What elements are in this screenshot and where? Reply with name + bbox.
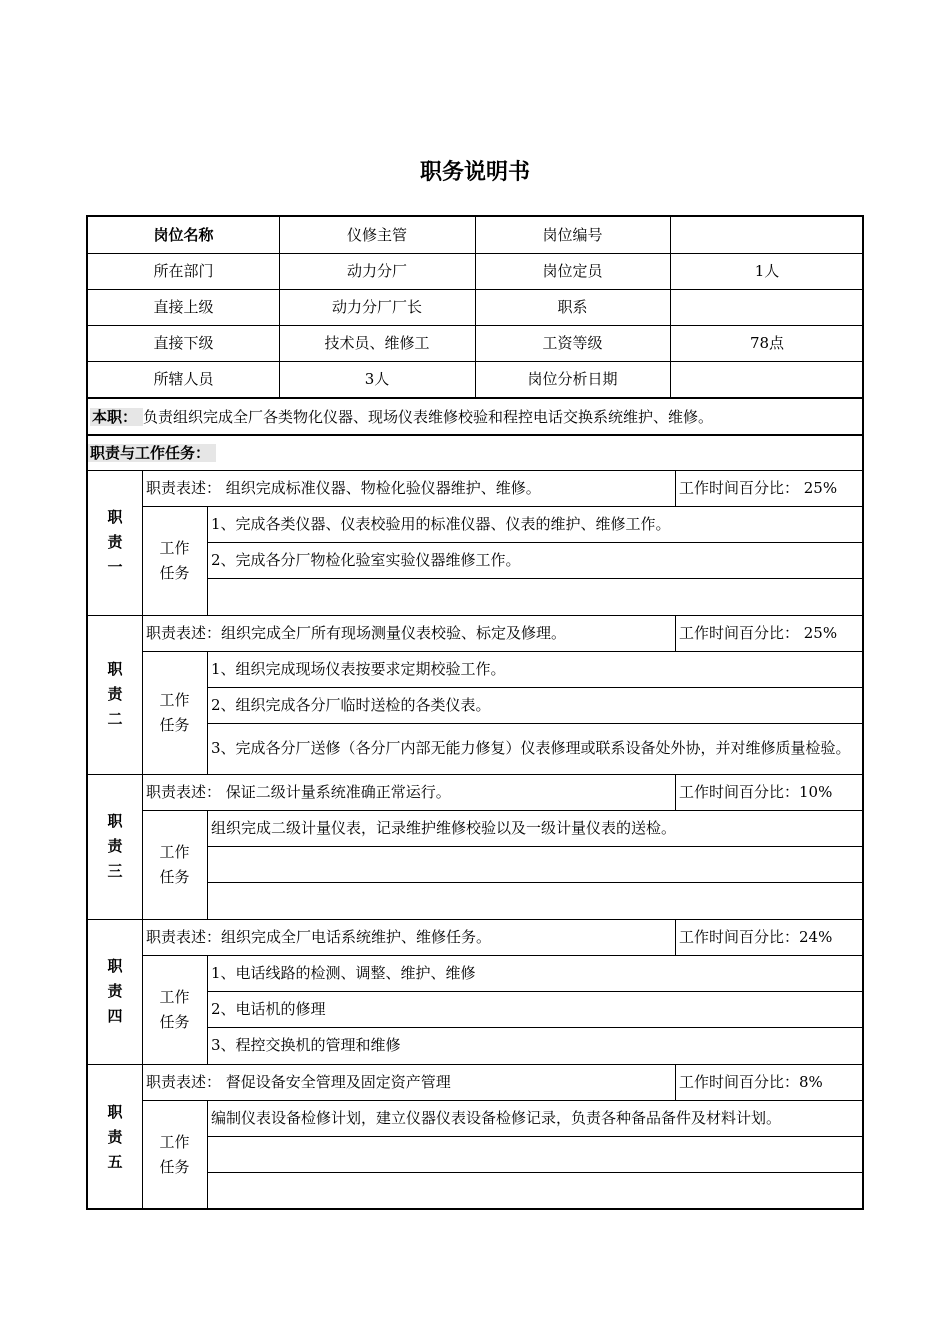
duty-4-label — [88, 919, 142, 1064]
label-analysis-date: 岗位分析日期 — [527, 370, 618, 388]
duty-3-description: 职责表述： 保证二级计量系统准确正常运行。 — [146, 783, 451, 801]
duty-5-tasks-label — [142, 1100, 207, 1210]
duty-2-time-percent: 工作时间百分比： 25% — [679, 624, 838, 642]
task-label-line: 工作 — [159, 538, 190, 557]
duty-2-task-3: 3、完成各分厂送修（各分厂内部无能力修复）仪表修理或联系设备处外协，并对维修质量检验。 — [211, 739, 851, 757]
task-label-line: 工作 — [159, 1133, 190, 1151]
duty-label-char: 责 — [107, 837, 123, 855]
value-position-code — [670, 217, 864, 253]
label-headcount: 岗位定员 — [542, 262, 603, 280]
duty-2-description: 职责表述：组织完成全厂所有现场测量仪表校验、标定及修理。 — [146, 624, 567, 642]
duty-3-task-1: 组织完成二级计量仪表，记录维护维修校验以及一级计量仪表的送检。 — [211, 819, 677, 837]
task-label-line: 工作 — [159, 987, 190, 1006]
duty-5-description: 职责表述： 督促设备安全管理及固定资产管理 — [146, 1073, 451, 1091]
duty-1-task-1: 1、完成各类仪器、仪表校验用的标准仪器、仪表的维护、维修工作。 — [211, 515, 671, 533]
label-direct-superior: 直接上级 — [153, 298, 214, 316]
value-analysis-date — [670, 361, 864, 397]
value-headcount: 1人 — [754, 262, 780, 280]
duty-1-time-percent: 工作时间百分比： 25% — [679, 479, 838, 497]
label-department: 所在部门 — [153, 262, 214, 280]
label-direct-subordinates: 直接下级 — [153, 334, 214, 352]
job-summary-row — [88, 399, 864, 435]
value-direct-subordinates: 技术员、维修工 — [324, 334, 430, 352]
value-job-family — [670, 289, 864, 325]
label-staff-managed: 所辖人员 — [153, 370, 214, 388]
label-job-family: 职系 — [557, 298, 588, 316]
duty-3-label — [88, 774, 142, 919]
duty-5-time-percent: 工作时间百分比：8% — [679, 1073, 823, 1091]
duty-label-char: 职 — [107, 1102, 123, 1121]
task-label-line: 任务 — [159, 1158, 190, 1176]
duty-label-char: 职 — [107, 957, 123, 975]
duty-label-char: 责 — [107, 1127, 123, 1146]
page-title: 职务说明书 — [419, 160, 530, 185]
duty-4-description: 职责表述：组织完成全厂电话系统维护、维修任务。 — [146, 928, 492, 946]
duty-1-description: 职责表述： 组织完成标准仪器、物检化验仪器维护、维修。 — [146, 479, 541, 497]
duty-1-task-3 — [207, 578, 864, 614]
task-label-line: 任务 — [159, 715, 190, 734]
job-summary-label: 本职： — [90, 408, 143, 426]
duty-4-tasks-label — [142, 955, 207, 1064]
task-label-line: 工作 — [159, 842, 190, 861]
duty-label-char: 一 — [107, 558, 123, 576]
value-salary-grade: 78点 — [749, 334, 785, 352]
label-position-code: 岗位编号 — [542, 226, 603, 244]
duty-label-char: 三 — [107, 862, 123, 880]
label-salary-grade: 工资等级 — [542, 334, 603, 352]
value-staff-managed: 3人 — [364, 370, 390, 388]
duty-label-char: 五 — [107, 1152, 123, 1171]
duty-label-char: 四 — [107, 1007, 123, 1025]
label-position-name: 岗位名称 — [153, 226, 214, 244]
duty-5-task-3 — [207, 1172, 864, 1209]
duty-2-label — [88, 615, 142, 774]
duty-label-char: 职 — [107, 812, 123, 830]
value-department: 动力分厂 — [346, 262, 407, 280]
duty-3-time-percent: 工作时间百分比：10% — [679, 783, 833, 801]
duty-5-label — [88, 1064, 142, 1210]
duty-4-task-1: 1、电话线路的检测、调整、维护、维修 — [211, 964, 476, 982]
value-direct-superior: 动力分厂厂长 — [331, 298, 422, 316]
duty-label-char: 职 — [107, 508, 123, 526]
duty-5-task-2 — [207, 1136, 864, 1172]
duty-5-task-1: 编制仪表设备检修计划，建立仪器仪表设备检修记录，负责各种备品备件及材料计划。 — [211, 1109, 782, 1127]
job-summary-text: 负责组织完成全厂各类物化仪器、现场仪表维修校验和程控电话交换系统维护、维修。 — [143, 408, 714, 426]
duty-label-char: 责 — [107, 982, 123, 1000]
duty-1-tasks-label — [142, 506, 207, 615]
task-label-line: 任务 — [159, 867, 190, 886]
duties-header-row — [88, 436, 864, 470]
task-label-line: 任务 — [159, 563, 190, 582]
duty-label-char: 职 — [107, 660, 123, 678]
duty-3-task-3 — [207, 882, 864, 918]
task-label-line: 工作 — [159, 690, 190, 709]
duty-4-time-percent: 工作时间百分比：24% — [679, 928, 833, 946]
duty-2-task-2: 2、组织完成各分厂临时送检的各类仪表。 — [211, 696, 491, 714]
duty-3-task-2 — [207, 846, 864, 882]
duty-1-label — [88, 470, 142, 615]
duty-2-tasks-label — [142, 651, 207, 774]
duty-4-task-3: 3、程控交换机的管理和维修 — [211, 1036, 401, 1054]
duty-label-char: 责 — [107, 533, 123, 551]
task-label-line: 任务 — [159, 1012, 190, 1031]
duty-label-char: 二 — [107, 710, 123, 728]
job-description-table — [86, 215, 864, 1210]
duties-header: 职责与工作任务： — [88, 444, 216, 462]
duty-1-task-2: 2、完成各分厂物检化验室实验仪器维修工作。 — [211, 551, 521, 569]
duty-4-task-2: 2、电话机的修理 — [211, 1000, 326, 1018]
duty-2-task-1: 1、组织完成现场仪表按要求定期校验工作。 — [211, 660, 506, 678]
value-position-name: 仪修主管 — [346, 226, 407, 244]
duty-3-tasks-label — [142, 810, 207, 919]
duty-label-char: 责 — [107, 685, 123, 703]
